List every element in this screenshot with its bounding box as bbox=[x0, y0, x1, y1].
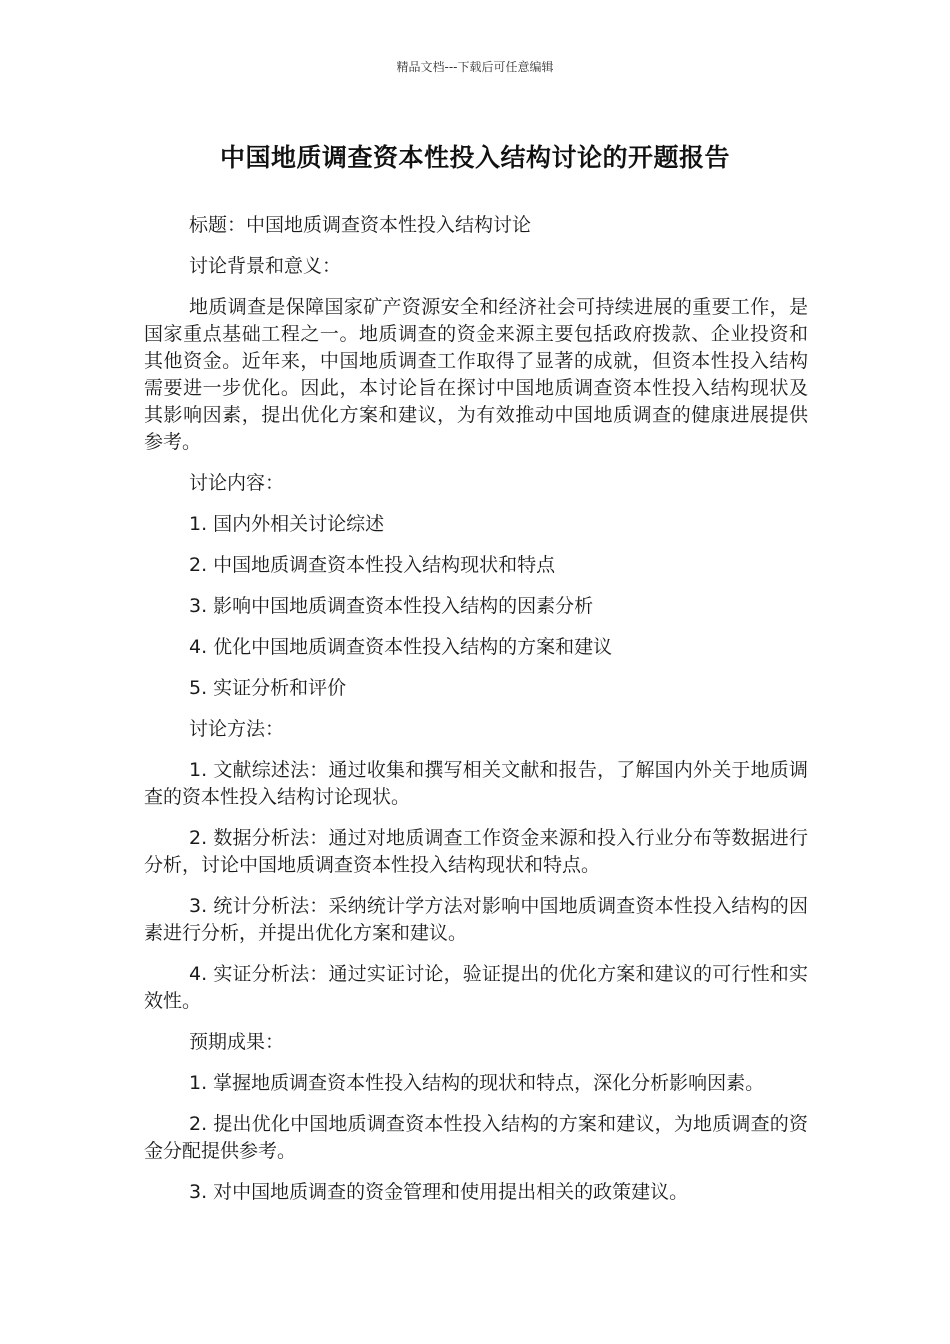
background-paragraph: 地质调查是保障国家矿产资源安全和经济社会可持续进展的重要工作，是国家重点基础工程之一。地质调查的资金来源主要包括政府拨款、企业投资和其他资金。近年来，中国地质调查工作取得了显著的成就，但资本性投入结构需要进一步优化。因此，本讨论旨在探讨中国地质调查资本性投入结构现状及其影响因素，提出优化方案和建议，为有效推动中国地质调查的健康进展提供参考。 bbox=[144, 296, 808, 453]
method-item: 2. 数据分析法：通过对地质调查工作资金来源和投入行业分布等数据进行分析，讨论中国地质调查资本性投入结构现状和特点。 bbox=[144, 827, 808, 876]
method-item: 4. 实证分析法：通过实证讨论，验证提出的优化方案和建议的可行性和实效性。 bbox=[144, 963, 808, 1012]
document-title: 中国地质调查资本性投入结构讨论的开题报告 bbox=[219, 143, 730, 172]
content-item: 3. 影响中国地质调查资本性投入结构的因素分析 bbox=[189, 595, 594, 617]
result-item: 1. 掌握地质调查资本性投入结构的现状和特点，深化分析影响因素。 bbox=[189, 1072, 765, 1094]
content-item: 2. 中国地质调查资本性投入结构现状和特点 bbox=[189, 554, 556, 576]
background-label: 讨论背景和意义： bbox=[189, 255, 342, 277]
content-item: 4. 优化中国地质调查资本性投入结构的方案和建议 bbox=[189, 636, 613, 658]
content-item: 5. 实证分析和评价 bbox=[189, 677, 347, 699]
content-label: 讨论内容： bbox=[189, 472, 285, 494]
method-item: 3. 统计分析法：采纳统计学方法对影响中国地质调查资本性投入结构的因素进行分析，并提出优化方案和建议。 bbox=[144, 895, 808, 944]
result-label: 预期成果： bbox=[189, 1031, 285, 1053]
result-item: 2. 提出优化中国地质调查资本性投入结构的方案和建议，为地质调查的资金分配提供参考。 bbox=[144, 1113, 808, 1162]
content-item: 1. 国内外相关讨论综述 bbox=[189, 513, 385, 535]
result-item: 3. 对中国地质调查的资金管理和使用提出相关的政策建议。 bbox=[189, 1181, 689, 1203]
heading-line: 标题：中国地质调查资本性投入结构讨论 bbox=[189, 214, 532, 236]
method-item: 1. 文献综述法：通过收集和撰写相关文献和报告，了解国内外关于地质调查的资本性投入结构讨论现状。 bbox=[144, 759, 808, 808]
document-body bbox=[144, 212, 808, 1220]
method-label: 讨论方法： bbox=[189, 718, 285, 740]
header-note: 精品文档---下载后可任意编辑 bbox=[396, 60, 554, 74]
